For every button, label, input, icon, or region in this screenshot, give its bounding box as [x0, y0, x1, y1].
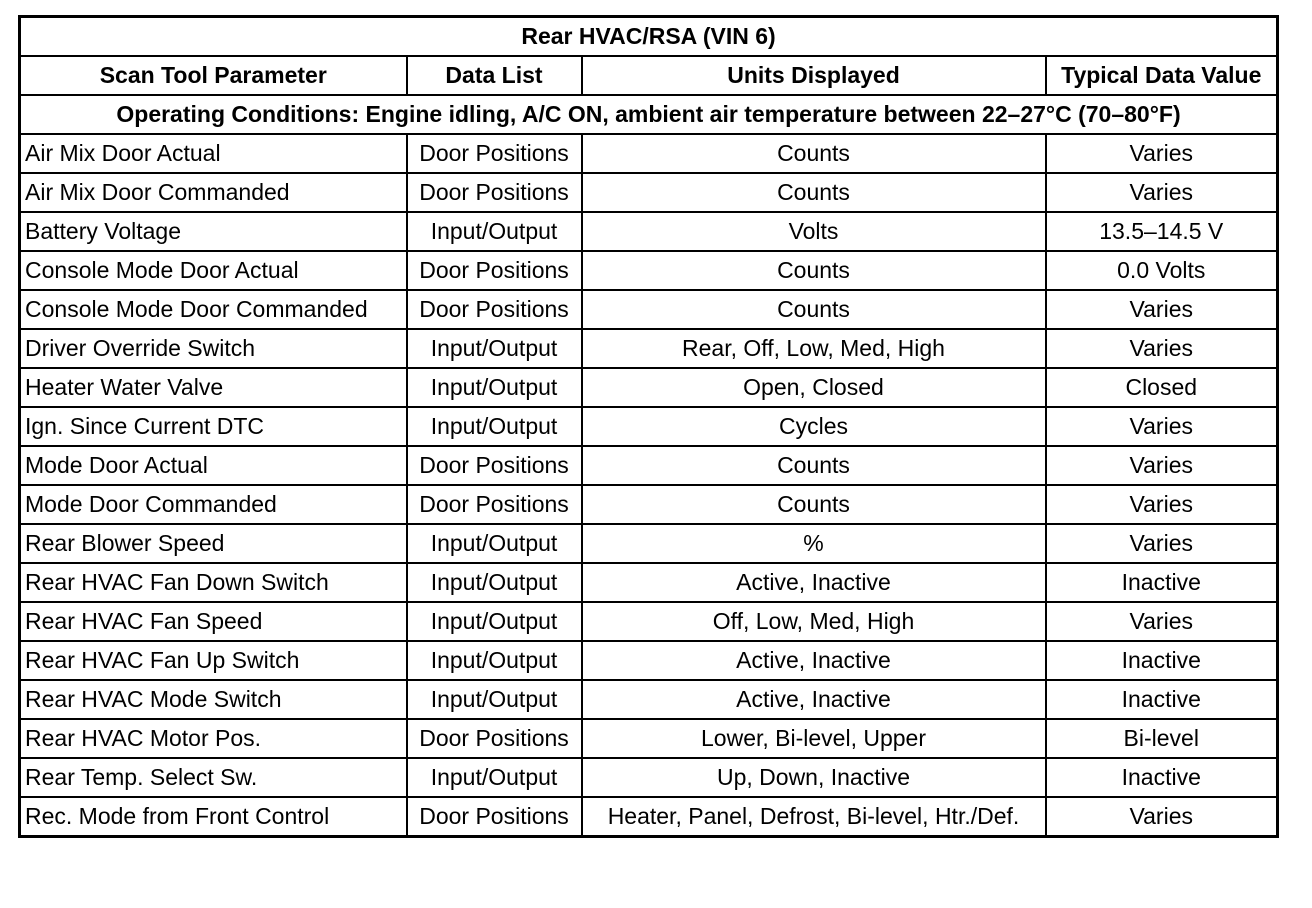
table-row: [20, 212, 1278, 251]
cell-units: Off, Low, Med, High: [582, 602, 1046, 641]
conditions-row: [20, 95, 1278, 134]
cell-data-list: Input/Output: [407, 212, 582, 251]
table-row: [20, 719, 1278, 758]
cell-parameter: Rear Blower Speed: [20, 524, 407, 563]
cell-data-list: Input/Output: [407, 680, 582, 719]
cell-typical-value: Varies: [1046, 134, 1278, 173]
table-row: [20, 407, 1278, 446]
cell-parameter: Console Mode Door Commanded: [20, 290, 407, 329]
cell-units: Up, Down, Inactive: [582, 758, 1046, 797]
cell-data-list: Door Positions: [407, 797, 582, 837]
cell-data-list: Door Positions: [407, 251, 582, 290]
table-row: [20, 680, 1278, 719]
cell-units: Counts: [582, 485, 1046, 524]
header-typical-value: Typical Data Value: [1046, 56, 1278, 95]
cell-data-list: Door Positions: [407, 290, 582, 329]
cell-parameter: Rear HVAC Fan Up Switch: [20, 641, 407, 680]
cell-parameter: Battery Voltage: [20, 212, 407, 251]
table-row: [20, 758, 1278, 797]
header-units: Units Displayed: [582, 56, 1046, 95]
cell-units: Counts: [582, 446, 1046, 485]
cell-data-list: Input/Output: [407, 641, 582, 680]
cell-units: Active, Inactive: [582, 563, 1046, 602]
cell-data-list: Input/Output: [407, 758, 582, 797]
cell-units: Volts: [582, 212, 1046, 251]
cell-parameter: Heater Water Valve: [20, 368, 407, 407]
cell-data-list: Door Positions: [407, 173, 582, 212]
cell-data-list: Input/Output: [407, 563, 582, 602]
cell-parameter: Air Mix Door Commanded: [20, 173, 407, 212]
cell-parameter: Mode Door Commanded: [20, 485, 407, 524]
cell-units: Lower, Bi-level, Upper: [582, 719, 1046, 758]
cell-typical-value: Inactive: [1046, 758, 1278, 797]
cell-units: Rear, Off, Low, Med, High: [582, 329, 1046, 368]
cell-data-list: Door Positions: [407, 134, 582, 173]
table-row: [20, 602, 1278, 641]
cell-typical-value: Varies: [1046, 524, 1278, 563]
cell-data-list: Input/Output: [407, 407, 582, 446]
table-row: [20, 641, 1278, 680]
cell-parameter: Rec. Mode from Front Control: [20, 797, 407, 837]
table-row: [20, 524, 1278, 563]
cell-units: Active, Inactive: [582, 641, 1046, 680]
table-row: [20, 485, 1278, 524]
cell-parameter: Driver Override Switch: [20, 329, 407, 368]
cell-typical-value: Inactive: [1046, 563, 1278, 602]
table-row: [20, 251, 1278, 290]
cell-parameter: Rear Temp. Select Sw.: [20, 758, 407, 797]
cell-typical-value: Varies: [1046, 329, 1278, 368]
cell-data-list: Door Positions: [407, 446, 582, 485]
cell-units: Counts: [582, 251, 1046, 290]
cell-data-list: Door Positions: [407, 485, 582, 524]
cell-units: Counts: [582, 290, 1046, 329]
cell-typical-value: Varies: [1046, 173, 1278, 212]
cell-units: %: [582, 524, 1046, 563]
cell-typical-value: Varies: [1046, 485, 1278, 524]
table-row: [20, 797, 1278, 837]
cell-parameter: Air Mix Door Actual: [20, 134, 407, 173]
cell-parameter: Rear HVAC Motor Pos.: [20, 719, 407, 758]
cell-data-list: Input/Output: [407, 368, 582, 407]
title-row: [20, 17, 1278, 57]
table-row: [20, 134, 1278, 173]
cell-typical-value: Inactive: [1046, 641, 1278, 680]
cell-units: Counts: [582, 173, 1046, 212]
cell-typical-value: 0.0 Volts: [1046, 251, 1278, 290]
table-row: [20, 368, 1278, 407]
cell-parameter: Ign. Since Current DTC: [20, 407, 407, 446]
cell-typical-value: Inactive: [1046, 680, 1278, 719]
cell-units: Open, Closed: [582, 368, 1046, 407]
table-body: [20, 134, 1278, 837]
header-param: Scan Tool Parameter: [20, 56, 407, 95]
cell-data-list: Input/Output: [407, 329, 582, 368]
cell-units: Active, Inactive: [582, 680, 1046, 719]
cell-typical-value: Closed: [1046, 368, 1278, 407]
cell-data-list: Input/Output: [407, 602, 582, 641]
cell-parameter: Rear HVAC Fan Down Switch: [20, 563, 407, 602]
cell-units: Counts: [582, 134, 1046, 173]
cell-typical-value: Varies: [1046, 797, 1278, 837]
cell-typical-value: Bi-level: [1046, 719, 1278, 758]
table-row: [20, 290, 1278, 329]
cell-units: Heater, Panel, Defrost, Bi-level, Htr./Def.: [582, 797, 1046, 837]
data-table: [18, 15, 1279, 838]
table-title: Rear HVAC/RSA (VIN 6): [20, 17, 1278, 57]
cell-data-list: Input/Output: [407, 524, 582, 563]
cell-typical-value: Varies: [1046, 290, 1278, 329]
cell-typical-value: Varies: [1046, 446, 1278, 485]
table-row: [20, 563, 1278, 602]
header-row: [20, 56, 1278, 95]
table-row: [20, 173, 1278, 212]
table-row: [20, 329, 1278, 368]
cell-typical-value: Varies: [1046, 407, 1278, 446]
cell-data-list: Door Positions: [407, 719, 582, 758]
cell-parameter: Rear HVAC Mode Switch: [20, 680, 407, 719]
cell-parameter: Mode Door Actual: [20, 446, 407, 485]
cell-parameter: Console Mode Door Actual: [20, 251, 407, 290]
cell-units: Cycles: [582, 407, 1046, 446]
cell-typical-value: 13.5–14.5 V: [1046, 212, 1278, 251]
table-row: [20, 446, 1278, 485]
header-data-list: Data List: [407, 56, 582, 95]
cell-typical-value: Varies: [1046, 602, 1278, 641]
cell-parameter: Rear HVAC Fan Speed: [20, 602, 407, 641]
operating-conditions: Operating Conditions: Engine idling, A/C ON, ambient air temperature between 22–27°C (70–80°F): [20, 95, 1278, 134]
